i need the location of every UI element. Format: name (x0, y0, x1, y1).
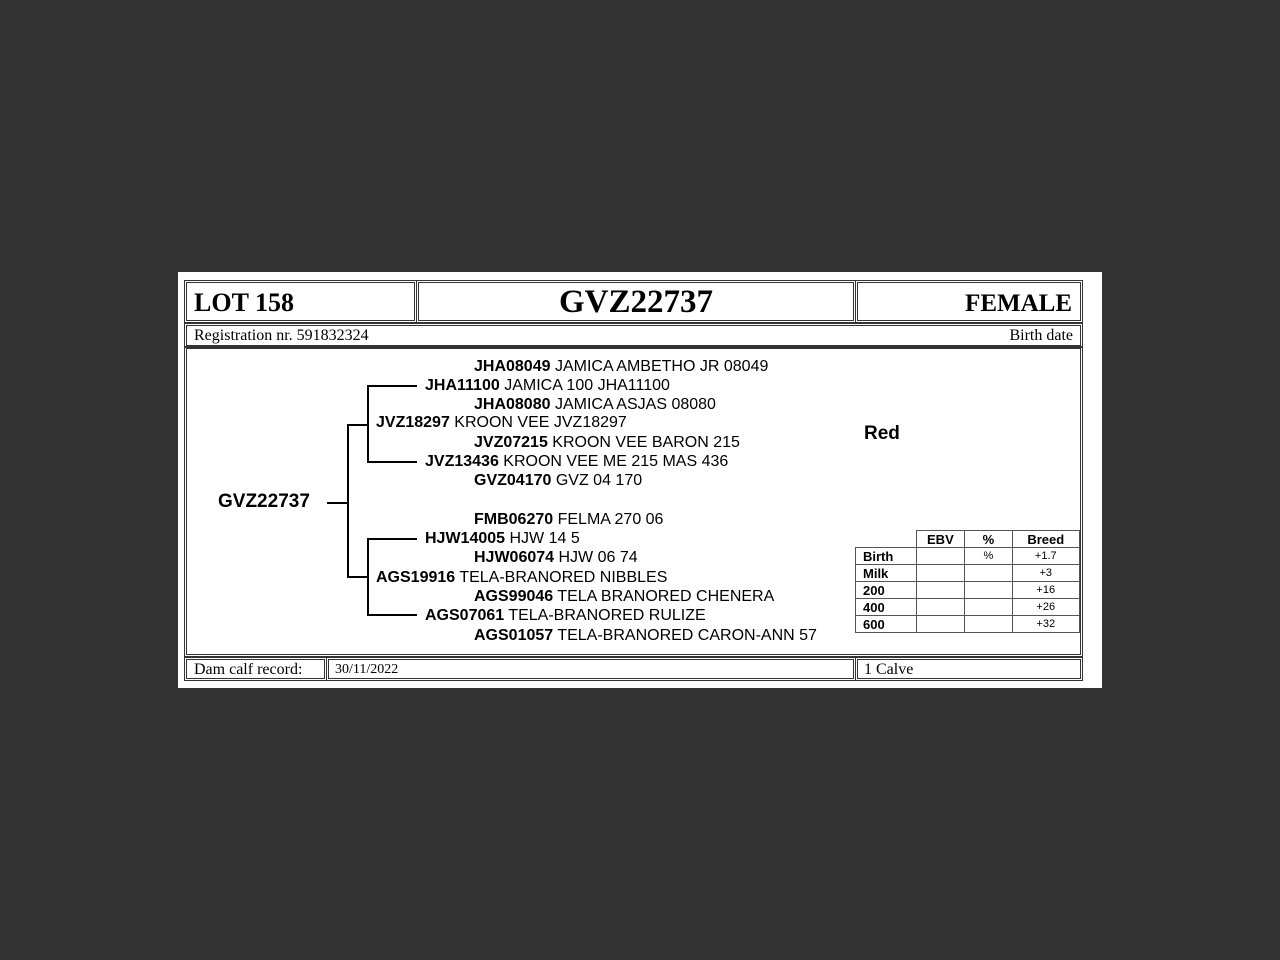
pedigree-animal: GVZ22737 (218, 491, 310, 512)
connector-sire-vertical (367, 385, 369, 463)
calves-count: 1 Calve (864, 661, 914, 678)
ebv-header-pct: % (965, 531, 1012, 548)
connector-sire-dam (367, 461, 417, 463)
pedigree-dam-sire-dam: HJW06074 HJW 06 74 (474, 549, 638, 566)
pedigree-dam-sire-sire: FMB06270 FELMA 270 06 (474, 511, 664, 528)
ebv-trait: 200 (856, 582, 917, 599)
ebv-header-row (856, 531, 1080, 548)
pedigree-dam-dam-sire: AGS99046 TELA BRANORED CHENERA (474, 588, 775, 605)
connector-dam-sire (367, 538, 417, 540)
pedigree-dam-dam-dam: AGS01057 TELA-BRANORED CARON-ANN 57 (474, 627, 817, 644)
pedigree-sire-dam-dam: GVZ04170 GVZ 04 170 (474, 472, 643, 489)
lot-cell (184, 280, 417, 323)
connector-dam (347, 576, 367, 578)
registration-number: Registration nr. 591832324 (194, 327, 369, 344)
sex-cell (855, 280, 1083, 323)
lot-number: LOT 158 (194, 288, 294, 317)
pedigree-sire-dam: JVZ13436 KROON VEE ME 215 MAS 436 (425, 453, 729, 470)
connector-animal-vertical (347, 424, 349, 577)
ebv-value (916, 565, 965, 582)
ebv-pct: % (965, 548, 1012, 565)
ebv-value (916, 599, 965, 616)
ebv-trait: Birth (856, 548, 917, 565)
ebv-header-ebv: EBV (916, 531, 965, 548)
pedigree-sire-dam-sire: JVZ07215 KROON VEE BARON 215 (474, 434, 740, 451)
pedigree-dam-dam: AGS07061 TELA-BRANORED RULIZE (425, 607, 706, 624)
ebv-value (916, 548, 965, 565)
ebv-pct (965, 599, 1012, 616)
pedigree-sire-sire-sire: JHA08049 JAMICA AMBETHO JR 08049 (474, 358, 769, 375)
ebv-breed: +32 (1012, 616, 1079, 633)
ebv-pct (965, 565, 1012, 582)
dam-calf-label: Dam calf record: (194, 661, 303, 678)
calves-cell (855, 657, 1083, 681)
dam-calf-date: 30/11/2022 (335, 662, 399, 677)
animal-id-cell (416, 280, 856, 323)
ebv-row (856, 565, 1080, 582)
pedigree-dam-sire: HJW14005 HJW 14 5 (425, 530, 580, 547)
connector-animal (327, 502, 347, 504)
connector-dam-dam (367, 614, 417, 616)
ebv-trait: 600 (856, 616, 917, 633)
ebv-value (916, 616, 965, 633)
ebv-row (856, 582, 1080, 599)
pedigree-body (184, 346, 1083, 657)
animal-id-title: GVZ22737 (558, 284, 713, 320)
ebv-breed: +3 (1012, 565, 1079, 582)
ebv-table (855, 530, 1080, 633)
pedigree-card (178, 272, 1102, 688)
dam-calf-label-cell (184, 657, 327, 681)
pedigree-sire: JVZ18297 KROON VEE JVZ18297 (376, 414, 627, 431)
ebv-row (856, 548, 1080, 565)
sex-label: FEMALE (965, 290, 1072, 317)
registration-row (184, 323, 1083, 348)
birth-date-label: Birth date (1009, 327, 1073, 344)
connector-sire (347, 424, 367, 426)
pedigree-sire-sire: JHA11100 JAMICA 100 JHA11100 (425, 377, 670, 394)
ebv-header-breed: Breed (1012, 531, 1079, 548)
ebv-row (856, 599, 1080, 616)
ebv-value (916, 582, 965, 599)
ebv-pct (965, 582, 1012, 599)
ebv-breed: +1.7 (1012, 548, 1079, 565)
connector-sire-sire (367, 385, 417, 387)
ebv-trait: Milk (856, 565, 917, 582)
ebv-row (856, 616, 1080, 633)
ebv-breed: +26 (1012, 599, 1079, 616)
pedigree-dam: AGS19916 TELA-BRANORED NIBBLES (376, 569, 668, 586)
dam-calf-date-cell (326, 657, 856, 681)
connector-dam-vertical (367, 538, 369, 616)
ebv-trait: 400 (856, 599, 917, 616)
pedigree-sire-sire-dam: JHA08080 JAMICA ASJAS 08080 (474, 396, 716, 413)
ebv-header-blank (856, 531, 917, 548)
ebv-pct (965, 616, 1012, 633)
ebv-breed: +16 (1012, 582, 1079, 599)
coat-color: Red (864, 423, 900, 444)
